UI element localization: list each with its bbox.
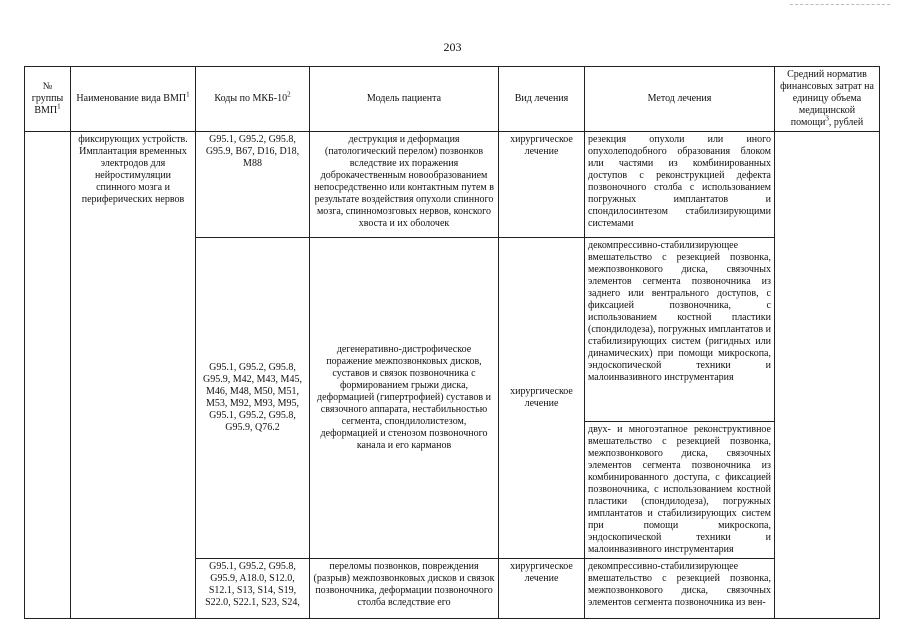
- header-cost-standard-footnote: 3: [825, 114, 829, 123]
- header-icd-codes: [196, 67, 310, 132]
- header-vmp-name-text: Наименование вида ВМП: [76, 93, 187, 104]
- header-treatment-method: Метод лечения: [585, 67, 775, 132]
- vmp-name-cell: фиксирующих устройств. Имплантация временных электродов для нейростимуляции спинного мозга и периферических нервов: [71, 132, 196, 619]
- header-group-line2: группы: [31, 93, 64, 104]
- page-number: 203: [443, 40, 462, 54]
- header-cost-standard: [775, 67, 880, 132]
- cost-standard-cell: [775, 132, 880, 619]
- header-group-number: [25, 67, 71, 132]
- header-vmp-name: [71, 67, 196, 132]
- patient-model-cell: переломы позвонков, повреждения (разрыв) межпозвонковых дисков и связок позвоночника, деформации позвоночного столба вследствие его: [310, 559, 499, 619]
- header-cost-standard-tail: , рублей: [828, 117, 864, 128]
- treatment-type-cell: хирургическое лечение: [499, 132, 585, 238]
- patient-model-cell: дегенеративно-дистрофическое поражение межпозвонковых дисков, суставов и связок позвоночника с формированием грыжи диска, деформацией (гипертрофией) суставов и связочного аппарата, нестабильностью сегмента, спондилолистезом, деформацией и стенозом позвоночного канала и его карманов: [310, 238, 499, 559]
- treatment-type-cell: хирургическое лечение: [499, 238, 585, 559]
- treatment-method-cell: декомпрессивно-стабилизирующее вмешательство с резекцией позвонка, межпозвонкового диска, связочных элементов сегмента позвоночника из вен-: [585, 559, 775, 619]
- treatment-type-cell: хирургическое лечение: [499, 559, 585, 619]
- header-group-line1: №: [42, 81, 53, 92]
- treatment-method-cell: декомпрессивно-стабилизирующее вмешательство с резекцией позвонка, межпозвонкового диска, связочных элементов сегмента позвоночника из заднего или вентрального доступов, с фиксацией позвоночника, с использованием костной пластики (спондилодеза), погружных имплантатов и стабилизирующих систем (ригидных или динамических) при помощи микроскопа, эндоскопической техники и малоинвазивного инструментария: [585, 238, 775, 422]
- treatment-table: [24, 66, 880, 619]
- table-row: [25, 132, 880, 238]
- header-group-line3: ВМП: [34, 105, 58, 116]
- header-patient-model: Модель пациента: [310, 67, 499, 132]
- icd-codes-cell: G95.1, G95.2, G95.8, G95.9, A18.0, S12.0, S12.1, S13, S14, S19, S22.0, S22.1, S23, S24,: [196, 559, 310, 619]
- header-group-footnote: 1: [57, 102, 61, 111]
- treatment-method-cell: двух- и многоэтапное реконструктивное вмешательство с резекцией позвонка, межпозвонкового диска, связочных элементов сегмента позвоночника из комбинированного доступа, с фиксацией позвоночника, с использованием костной пластики (спондилодеза), погружных имплантатов и стабилизирующих систем при помощи микроскопа, эндоскопической техники и малоинвазивного инструментария: [585, 422, 775, 559]
- header-cost-standard-text: Средний норматив финансовых затрат на единицу объема медицинской помощи: [780, 69, 874, 128]
- patient-model-cell: деструкция и деформация (патологический перелом) позвонков вследствие их поражения доброкачественным новообразованием непосредственно или контактным путем в результате воздействия опухоли спинного мозга, спинномозговых нервов, конского хвоста и их оболочек: [310, 132, 499, 238]
- icd-codes-cell: G95.1, G95.2, G95.8, G95.9, B67, D16, D18, M88: [196, 132, 310, 238]
- scan-artifact: [790, 4, 890, 7]
- icd-codes-cell: G95.1, G95.2, G95.8, G95.9, M42, M43, M45, M46, M48, M50, M51, M53, M92, M93, M95, G95.1, G95.2, G95.8, G95.9, Q76.2: [196, 238, 310, 559]
- table-header-row: [25, 67, 880, 132]
- treatment-method-cell: резекция опухоли или иного опухолеподобного образования блоком или частями из комбинированных доступов с реконструкцией дефекта позвоночного столба с использованием погружных имплантатов и спондилосинтезом стабилизирующими системами: [585, 132, 775, 238]
- header-icd-codes-text: Коды по МКБ-10: [214, 93, 288, 104]
- group-number-cell: [25, 132, 71, 619]
- header-icd-codes-footnote: 2: [287, 90, 291, 99]
- header-vmp-name-footnote: 1: [186, 90, 190, 99]
- header-treatment-type: Вид лечения: [499, 67, 585, 132]
